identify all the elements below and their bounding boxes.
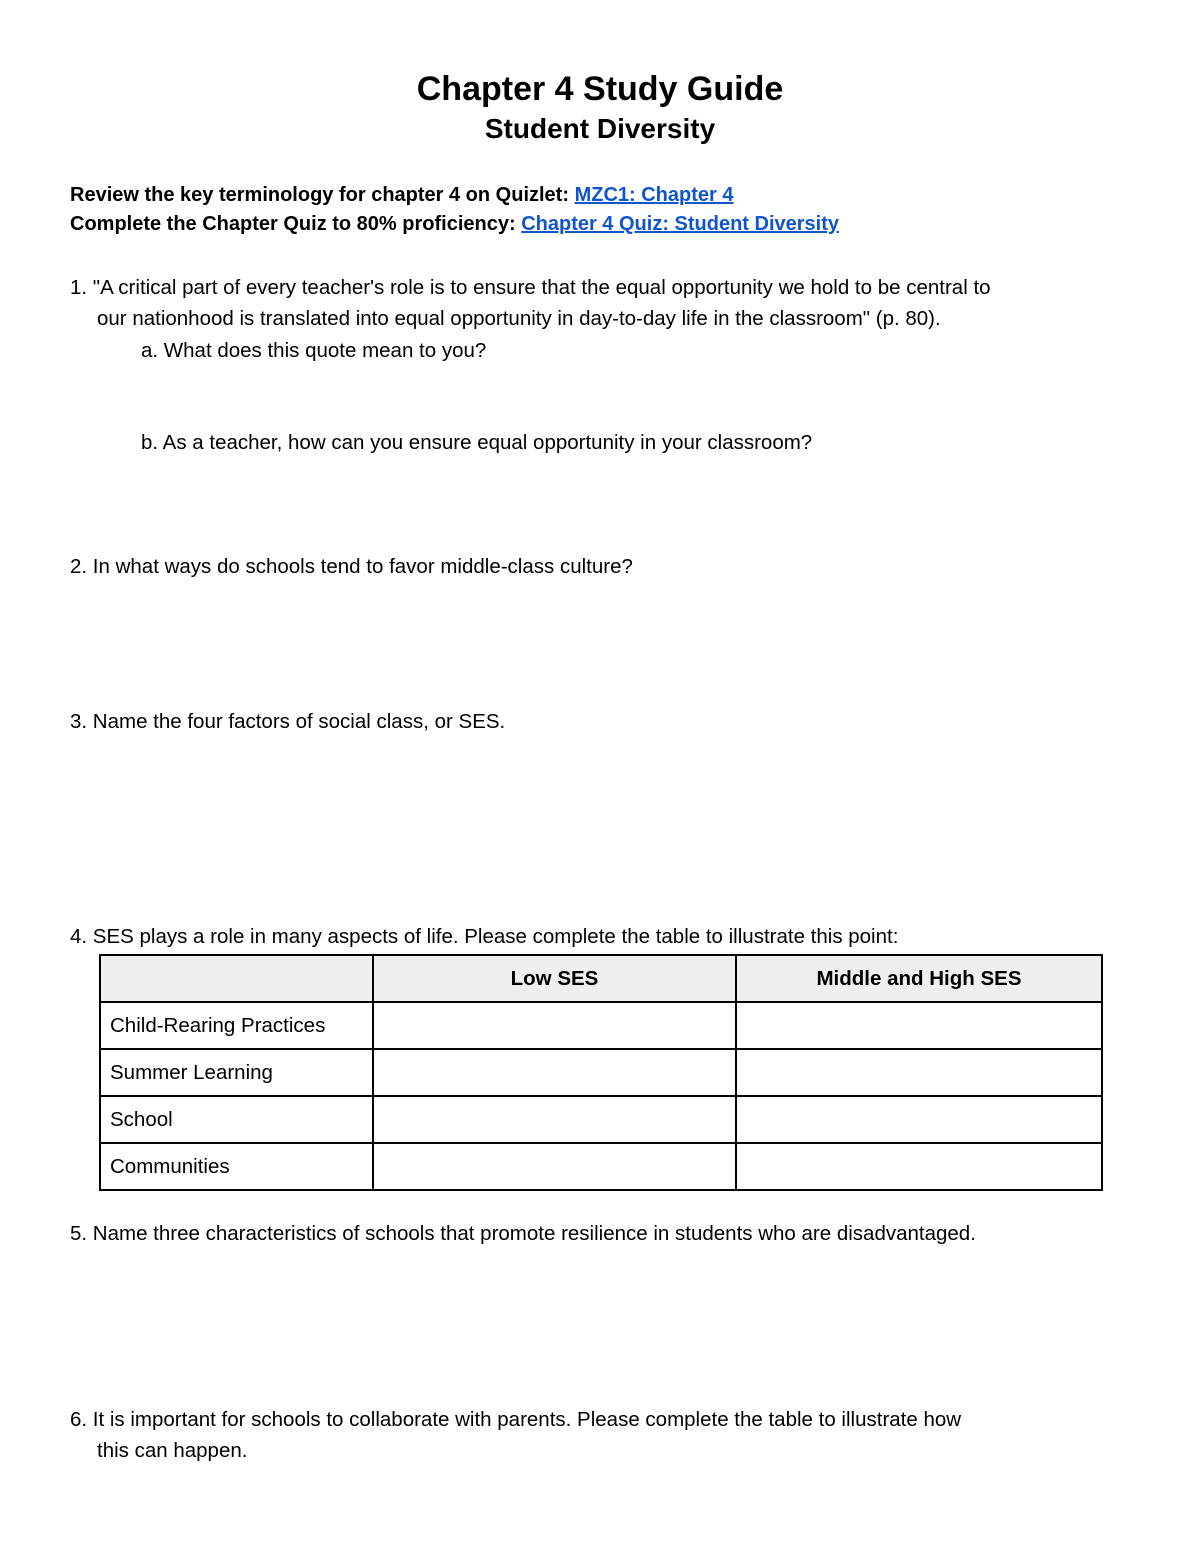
question-2: 2. In what ways do schools tend to favor middle-class culture? [70,555,633,578]
row-label-child-rearing: Child-Rearing Practices [100,1002,373,1049]
quizlet-link[interactable]: MZC1: Chapter 4 [574,184,734,206]
page-subtitle: Student Diversity [484,113,716,144]
question-1a: a. What does this quote mean to you? [141,339,487,362]
table-cell-input[interactable] [736,1143,1102,1190]
table-cell-input[interactable] [373,1049,736,1096]
table-cell-input[interactable] [373,1143,736,1190]
question-6-line-1: 6. It is important for schools to collaborate with parents. Please complete the table to illustrate how [70,1408,962,1431]
table-row [100,1096,1102,1143]
question-1-line-1: 1. "A critical part of every teacher's role is to ensure that the equal opportunity we hold to be central to [70,276,991,299]
ses-table-header-row [100,955,1102,1002]
chapter-quiz-link[interactable]: Chapter 4 Quiz: Student Diversity [521,213,840,235]
table-row [100,1143,1102,1190]
ses-table-corner [100,955,373,1002]
question-1b: b. As a teacher, how can you ensure equal opportunity in your classroom? [141,431,813,454]
table-row [100,1002,1102,1049]
row-label-summer-learning: Summer Learning [100,1049,373,1096]
quizlet-instruction-text: Review the key terminology for chapter 4 on Quizlet: [70,184,575,206]
question-5: 5. Name three characteristics of schools that promote resilience in students who are disadvantaged. [70,1222,976,1245]
table-cell-input[interactable] [373,1002,736,1049]
quiz-instruction-text: Complete the Chapter Quiz to 80% proficiency: [70,213,522,235]
ses-header-middle-high: Middle and High SES [736,955,1102,1002]
ses-header-low: Low SES [373,955,736,1002]
table-row [100,1049,1102,1096]
page-title: Chapter 4 Study Guide [416,70,784,108]
table-cell-input[interactable] [736,1049,1102,1096]
question-4: 4. SES plays a role in many aspects of life. Please complete the table to illustrate this point: [70,925,899,948]
question-6-line-2: this can happen. [97,1439,248,1462]
quizlet-instruction [70,184,733,207]
quiz-instruction [70,213,839,236]
row-label-communities: Communities [100,1143,373,1190]
table-cell-input[interactable] [736,1002,1102,1049]
question-3: 3. Name the four factors of social class, or SES. [70,710,506,733]
ses-table [99,954,1103,1191]
table-cell-input[interactable] [373,1096,736,1143]
question-1-line-2: our nationhood is translated into equal opportunity in day-to-day life in the classroom" (p. 80). [97,307,941,330]
table-cell-input[interactable] [736,1096,1102,1143]
row-label-school: School [100,1096,373,1143]
